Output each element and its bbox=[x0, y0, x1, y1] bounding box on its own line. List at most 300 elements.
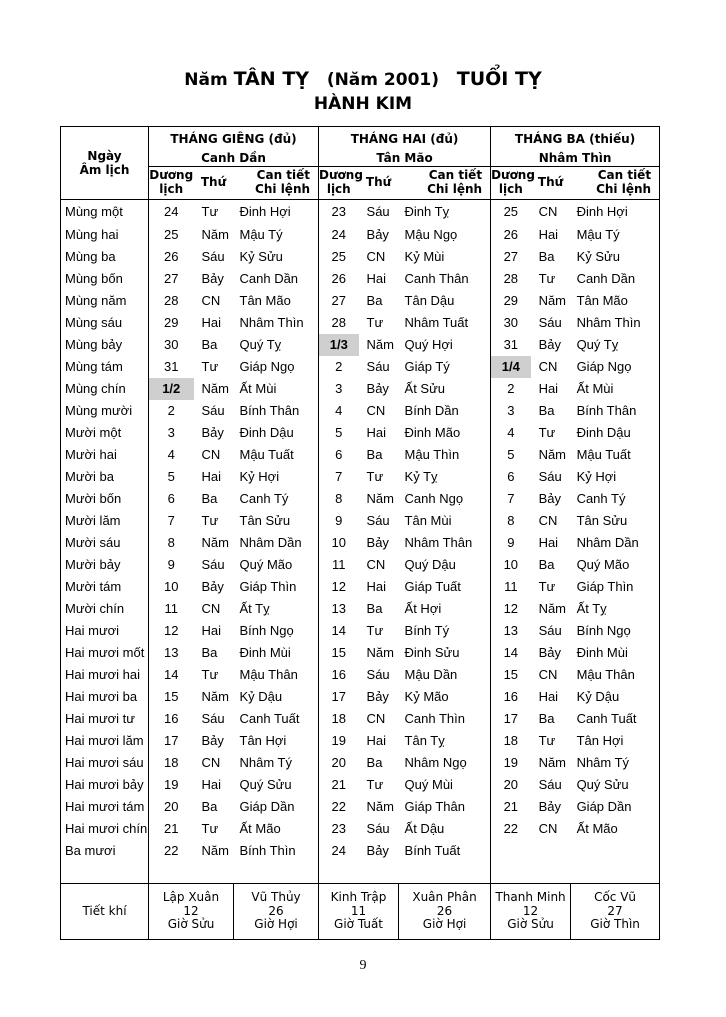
solar-date-cell: 16 bbox=[503, 689, 519, 704]
month-header-1 bbox=[149, 127, 319, 151]
table-row bbox=[61, 664, 660, 686]
can-chi-cell: Nhâm Ngọ bbox=[399, 752, 491, 774]
tiet-khi-hour: Giờ Hợi bbox=[422, 917, 467, 932]
can-chi-cell: Giáp Ngọ bbox=[571, 356, 660, 378]
can-chi-cell: Bính Thìn bbox=[234, 840, 319, 862]
lunar-day-label: Hai mươi lăm bbox=[61, 730, 149, 752]
can-chi-cell: Tân Mão bbox=[234, 290, 319, 312]
can-chi-cell: Kỷ Mùi bbox=[399, 246, 491, 268]
weekday-cell: Tư bbox=[201, 359, 219, 374]
table-row bbox=[61, 246, 660, 268]
table-row bbox=[61, 576, 660, 598]
lunar-day-label: Mười một bbox=[61, 422, 149, 444]
solar-date-cell: 31 bbox=[503, 337, 519, 352]
can-chi-cell: Canh Thân bbox=[399, 268, 491, 290]
lunar-day-label: Mười bốn bbox=[61, 488, 149, 510]
solar-date-cell: 10 bbox=[164, 579, 179, 594]
lunar-day-label: Hai mươi bbox=[61, 620, 149, 642]
lunar-day-label: Mùng mười bbox=[61, 400, 149, 422]
solar-date-cell: 26 bbox=[331, 271, 347, 286]
can-chi-cell: Canh Tý bbox=[571, 488, 660, 510]
weekday-cell: Bảy bbox=[366, 843, 389, 858]
weekday-cell: Tư bbox=[366, 777, 384, 792]
tiet-khi-cell bbox=[149, 884, 234, 940]
can-chi-cell: Ất Tỵ bbox=[234, 598, 319, 620]
month-size: (đủ) bbox=[268, 131, 297, 146]
solar-date-cell: 14 bbox=[331, 623, 347, 638]
weekday-cell: Ba bbox=[201, 337, 218, 352]
weekday-cell: Ba bbox=[201, 645, 218, 660]
table-row bbox=[61, 290, 660, 312]
tiet-khi-name: Kinh Trập bbox=[330, 889, 387, 904]
can-chi-cell: Mậu Dần bbox=[399, 664, 491, 686]
weekday-cell: Bảy bbox=[201, 425, 224, 440]
can-chi-cell: Giáp Thân bbox=[399, 796, 491, 818]
table-row bbox=[61, 422, 660, 444]
can-chi-cell: Quý Mùi bbox=[399, 774, 491, 796]
lunar-day-label: Mùng chín bbox=[61, 378, 149, 400]
solar-date-cell: 25 bbox=[503, 204, 519, 220]
can-chi-cell: Bính Ngọ bbox=[571, 620, 660, 642]
weekday-cell: Năm bbox=[201, 227, 229, 242]
solar-date-cell: 22 bbox=[331, 799, 347, 814]
solar-date-cell: 24 bbox=[331, 227, 347, 242]
can-chi-cell: Quý Sửu bbox=[234, 774, 319, 796]
weekday-cell: Sáu bbox=[538, 315, 562, 330]
solar-date-cell: 4 bbox=[335, 403, 343, 418]
can-chi-cell: Ất Sửu bbox=[399, 378, 491, 400]
weekday-cell: Năm bbox=[201, 689, 229, 704]
solar-date-cell: 21 bbox=[331, 777, 347, 792]
lunar-day-label: Hai mươi mốt bbox=[61, 642, 149, 664]
weekday-cell: Tư bbox=[366, 469, 384, 484]
weekday-cell: Hai bbox=[366, 425, 387, 440]
solar-date-cell: 3 bbox=[335, 381, 343, 396]
weekday-cell: Ba bbox=[538, 403, 555, 418]
weekday-cell: Bảy bbox=[538, 491, 561, 506]
can-chi-cell: Quý Dậu bbox=[399, 554, 491, 576]
can-chi-cell: Giáp Tuất bbox=[399, 576, 491, 598]
solar-date-cell: 2 bbox=[507, 381, 515, 396]
weekday-cell: CN bbox=[201, 601, 221, 616]
solar-date-cell: 1/4 bbox=[491, 356, 531, 378]
lunar-day-label: Mùng sáu bbox=[61, 312, 149, 334]
corner-header bbox=[61, 127, 149, 200]
can-chi-cell: Ất Tỵ bbox=[571, 598, 660, 620]
can-chi-cell: Quý Tỵ bbox=[234, 334, 319, 356]
weekday-cell: Năm bbox=[538, 293, 567, 308]
tiet-khi-hour: Giờ Sửu bbox=[167, 917, 215, 932]
solar-date-cell: 15 bbox=[164, 689, 179, 704]
month-canchi-3: Nhâm Thìn bbox=[491, 151, 660, 167]
solar-date-cell: 19 bbox=[503, 755, 519, 770]
can-chi-cell: Quý Hợi bbox=[399, 334, 491, 356]
weekday-cell: Tư bbox=[201, 667, 219, 682]
solar-date-cell: 22 bbox=[503, 821, 519, 836]
weekday-cell: Sáu bbox=[538, 777, 562, 792]
duong-lich-header: Dương lịch bbox=[319, 167, 359, 200]
can-chi-header: Can tiết Chi lệnh bbox=[571, 167, 660, 200]
can-chi-cell: Đinh Dậu bbox=[571, 422, 660, 444]
solar-date-cell: 30 bbox=[503, 315, 519, 330]
table-row bbox=[61, 620, 660, 642]
weekday-cell: Năm bbox=[538, 755, 567, 770]
tiet-khi-hour: Giờ Tuất bbox=[334, 917, 384, 932]
weekday-cell: Bảy bbox=[201, 579, 224, 594]
lunar-day-label: Mùng bảy bbox=[61, 334, 149, 356]
weekday-cell: CN bbox=[201, 755, 221, 770]
solar-date-cell: 17 bbox=[164, 733, 179, 748]
lunar-day-label: Mười sáu bbox=[61, 532, 149, 554]
weekday-cell: CN bbox=[366, 711, 386, 726]
month-header-3 bbox=[491, 127, 660, 151]
can-chi-cell: Tân Hợi bbox=[234, 730, 319, 752]
weekday-cell: Tư bbox=[201, 821, 219, 836]
solar-date-cell: 7 bbox=[335, 469, 343, 484]
can-chi-cell: Mậu Thìn bbox=[399, 444, 491, 466]
can-chi-cell: Bính Thân bbox=[571, 400, 660, 422]
weekday-cell: Ba bbox=[366, 447, 383, 462]
solar-date-cell: 18 bbox=[503, 733, 519, 748]
solar-date-cell: 27 bbox=[164, 271, 179, 286]
page-number: 9 bbox=[359, 958, 367, 973]
weekday-cell: CN bbox=[538, 359, 558, 374]
can-chi-cell: Đinh Sửu bbox=[399, 642, 491, 664]
lunar-calendar-table bbox=[60, 126, 660, 940]
solar-date-cell: 11 bbox=[332, 557, 346, 572]
solar-date-cell: 19 bbox=[164, 777, 179, 792]
weekday-cell: Sáu bbox=[366, 359, 390, 374]
tiet-khi-cell bbox=[319, 884, 399, 940]
can-chi-cell: Nhâm Tý bbox=[571, 752, 660, 774]
solar-date-cell: 12 bbox=[331, 579, 347, 594]
table-row bbox=[61, 488, 660, 510]
solar-date-cell: 28 bbox=[164, 293, 179, 308]
weekday-cell: CN bbox=[366, 557, 386, 572]
tiet-khi-cell bbox=[399, 884, 491, 940]
weekday-cell: Hai bbox=[366, 733, 387, 748]
can-chi-cell: Kỷ Sửu bbox=[234, 246, 319, 268]
weekday-cell: Ba bbox=[538, 557, 555, 572]
title-can-chi: TÂN TỴ bbox=[233, 68, 310, 90]
lunar-day-label: Hai mươi tư bbox=[61, 708, 149, 730]
weekday-cell: Bảy bbox=[366, 689, 389, 704]
weekday-cell: Bảy bbox=[366, 535, 389, 550]
weekday-cell: Bảy bbox=[366, 227, 389, 242]
can-chi-cell: Nhâm Thân bbox=[399, 532, 491, 554]
solar-date-cell: 2 bbox=[167, 403, 175, 418]
lunar-day-label: Hai mươi sáu bbox=[61, 752, 149, 774]
can-chi-cell: Đinh Mùi bbox=[234, 642, 319, 664]
solar-date-cell: 12 bbox=[164, 623, 179, 638]
can-chi-cell: Tân Mùi bbox=[399, 510, 491, 532]
weekday-cell: Năm bbox=[366, 337, 394, 352]
can-chi-cell: Giáp Thìn bbox=[234, 576, 319, 598]
lunar-day-label: Mùng tám bbox=[61, 356, 149, 378]
solar-date-cell: 27 bbox=[331, 293, 347, 308]
weekday-cell: Năm bbox=[201, 381, 229, 396]
tiet-khi-day: 27 bbox=[607, 903, 623, 918]
solar-date-cell: 16 bbox=[331, 667, 347, 682]
can-chi-cell: Mậu Tuất bbox=[234, 444, 319, 466]
solar-date-cell: 5 bbox=[167, 469, 175, 484]
solar-date-cell: 27 bbox=[503, 249, 519, 264]
lunar-day-label: Mười ba bbox=[61, 466, 149, 488]
solar-date-cell: 29 bbox=[503, 293, 519, 308]
solar-date-cell: 14 bbox=[503, 645, 519, 660]
weekday-cell bbox=[531, 840, 571, 862]
weekday-cell: Hai bbox=[538, 381, 559, 396]
solar-date-cell: 19 bbox=[331, 733, 347, 748]
solar-date-cell: 16 bbox=[164, 711, 179, 726]
table-row bbox=[61, 752, 660, 774]
table-row bbox=[61, 730, 660, 752]
can-chi-cell: Giáp Dần bbox=[571, 796, 660, 818]
title-year: (Năm 2001) bbox=[326, 70, 439, 90]
tiet-khi-name: Vũ Thủy bbox=[251, 889, 301, 904]
solar-date-cell: 8 bbox=[167, 535, 175, 550]
tiet-khi-day: 11 bbox=[350, 903, 367, 918]
can-chi-cell: Đinh Tỵ bbox=[399, 200, 491, 224]
solar-date-cell: 11 bbox=[504, 579, 518, 594]
table-row bbox=[61, 554, 660, 576]
weekday-cell: CN bbox=[538, 667, 558, 682]
tiet-khi-day: 12 bbox=[183, 903, 199, 918]
table-row bbox=[61, 224, 660, 246]
duong-lich-header: Dương lịch bbox=[149, 167, 194, 200]
can-chi-cell: Mậu Ngọ bbox=[399, 224, 491, 246]
can-chi-cell: Canh Tuất bbox=[571, 708, 660, 730]
solar-date-cell: 4 bbox=[167, 447, 175, 462]
solar-date-cell: 18 bbox=[331, 711, 347, 726]
solar-date-cell: 10 bbox=[331, 535, 347, 550]
can-chi-cell: Tân Tỵ bbox=[399, 730, 491, 752]
solar-date-cell: 4 bbox=[507, 425, 515, 440]
solar-date-cell: 18 bbox=[164, 755, 179, 770]
can-chi-cell: Giáp Tý bbox=[399, 356, 491, 378]
lunar-day-label: Mùng bốn bbox=[61, 268, 149, 290]
solar-date-cell: 11 bbox=[164, 601, 178, 616]
weekday-cell: CN bbox=[201, 447, 221, 462]
solar-date-cell bbox=[491, 840, 531, 862]
weekday-cell: Sáu bbox=[201, 403, 225, 418]
solar-date-cell: 26 bbox=[503, 227, 519, 242]
weekday-cell: Sáu bbox=[538, 623, 562, 638]
can-chi-cell: Nhâm Tuất bbox=[399, 312, 491, 334]
can-chi-cell: Kỷ Dậu bbox=[571, 686, 660, 708]
table-row bbox=[61, 686, 660, 708]
weekday-cell: Tư bbox=[538, 425, 556, 440]
lunar-day-label: Mùng ba bbox=[61, 246, 149, 268]
solar-date-cell: 26 bbox=[164, 249, 179, 264]
lunar-day-label: Mười chín bbox=[61, 598, 149, 620]
can-chi-cell: Đinh Dậu bbox=[234, 422, 319, 444]
can-chi-cell: Quý Sửu bbox=[571, 774, 660, 796]
solar-date-cell: 13 bbox=[331, 601, 347, 616]
table-row bbox=[61, 466, 660, 488]
tiet-khi-day: 26 bbox=[268, 903, 284, 918]
weekday-cell: Tư bbox=[538, 733, 556, 748]
solar-date-cell: 8 bbox=[507, 513, 515, 528]
weekday-cell: CN bbox=[538, 821, 558, 836]
weekday-cell: Tư bbox=[201, 204, 219, 220]
weekday-cell: Bảy bbox=[538, 645, 561, 660]
can-chi-cell: Quý Tỵ bbox=[571, 334, 660, 356]
table-row bbox=[61, 840, 660, 862]
weekday-cell: Sáu bbox=[366, 821, 390, 836]
can-chi-cell: Canh Ngọ bbox=[399, 488, 491, 510]
can-chi-cell: Ất Mão bbox=[234, 818, 319, 840]
lunar-day-label: Mười lăm bbox=[61, 510, 149, 532]
weekday-cell: Năm bbox=[201, 843, 229, 858]
solar-date-cell: 3 bbox=[507, 403, 515, 418]
solar-date-cell: 15 bbox=[331, 645, 347, 660]
can-chi-cell: Đinh Mão bbox=[399, 422, 491, 444]
weekday-cell: Năm bbox=[538, 447, 567, 462]
can-chi-cell: Mậu Tý bbox=[234, 224, 319, 246]
weekday-cell: CN bbox=[366, 403, 386, 418]
duong-lich-header: Dương lịch bbox=[491, 167, 531, 200]
weekday-cell: Sáu bbox=[366, 667, 390, 682]
solar-date-cell: 20 bbox=[331, 755, 347, 770]
lunar-day-label: Mười bảy bbox=[61, 554, 149, 576]
weekday-cell: Hai bbox=[538, 227, 559, 242]
weekday-cell: Bảy bbox=[538, 799, 561, 814]
weekday-cell: Hai bbox=[201, 469, 222, 484]
can-chi-cell: Giáp Thìn bbox=[571, 576, 660, 598]
tiet-khi-day: 26 bbox=[436, 903, 453, 918]
solar-date-cell: 7 bbox=[167, 513, 175, 528]
weekday-cell: Sáu bbox=[201, 557, 225, 572]
solar-date-cell: 7 bbox=[507, 491, 515, 506]
weekday-cell: Ba bbox=[538, 711, 555, 726]
solar-date-cell: 9 bbox=[507, 535, 515, 550]
can-chi-cell: Tân Mão bbox=[571, 290, 660, 312]
lunar-day-label: Mười tám bbox=[61, 576, 149, 598]
month-size: (đủ) bbox=[430, 131, 459, 146]
can-chi-cell bbox=[571, 840, 660, 862]
table-row bbox=[61, 774, 660, 796]
solar-date-cell: 6 bbox=[335, 447, 343, 462]
tiet-khi-cell bbox=[234, 884, 319, 940]
can-chi-cell: Canh Dần bbox=[234, 268, 319, 290]
thu-header: Thứ bbox=[531, 167, 571, 200]
solar-date-cell: 21 bbox=[164, 821, 179, 836]
can-chi-cell: Ất Mão bbox=[571, 818, 660, 840]
can-chi-cell: Nhâm Thìn bbox=[234, 312, 319, 334]
can-chi-cell: Bính Tuất bbox=[399, 840, 491, 862]
lunar-day-label: Ba mươi bbox=[61, 840, 149, 862]
can-chi-cell: Kỷ Mão bbox=[399, 686, 491, 708]
can-chi-cell: Tân Sửu bbox=[234, 510, 319, 532]
table-row bbox=[61, 818, 660, 840]
can-chi-cell: Đinh Mùi bbox=[571, 642, 660, 664]
weekday-cell: Hai bbox=[538, 535, 559, 550]
weekday-cell: Sáu bbox=[201, 249, 225, 264]
month-name: THÁNG GIÊNG bbox=[170, 131, 265, 146]
solar-date-cell: 1/3 bbox=[319, 334, 359, 356]
solar-date-cell: 31 bbox=[164, 359, 179, 374]
solar-date-cell: 9 bbox=[167, 557, 175, 572]
can-chi-cell: Canh Dần bbox=[571, 268, 660, 290]
can-chi-cell: Tân Hợi bbox=[571, 730, 660, 752]
solar-date-cell: 6 bbox=[167, 491, 175, 506]
tiet-khi-name: Lập Xuân bbox=[162, 889, 220, 904]
solar-date-cell: 23 bbox=[331, 821, 347, 836]
weekday-cell: Ba bbox=[366, 601, 383, 616]
solar-date-cell: 17 bbox=[331, 689, 347, 704]
thu-header: Thứ bbox=[359, 167, 399, 200]
weekday-cell: Bảy bbox=[201, 733, 224, 748]
weekday-cell: Ba bbox=[366, 293, 383, 308]
solar-date-cell: 14 bbox=[164, 667, 179, 682]
weekday-cell: Hai bbox=[201, 315, 222, 330]
can-chi-cell: Bính Ngọ bbox=[234, 620, 319, 642]
table-row bbox=[61, 356, 660, 378]
weekday-cell: CN bbox=[366, 249, 386, 264]
table-row bbox=[61, 268, 660, 290]
solar-date-cell: 13 bbox=[164, 645, 179, 660]
weekday-cell: Hai bbox=[201, 777, 222, 792]
solar-date-cell: 17 bbox=[503, 711, 519, 726]
corner-line1: Ngày bbox=[87, 148, 122, 163]
solar-date-cell: 15 bbox=[503, 667, 519, 682]
can-chi-cell: Quý Mão bbox=[571, 554, 660, 576]
weekday-cell: CN bbox=[538, 204, 558, 220]
solar-date-cell: 23 bbox=[331, 204, 347, 220]
can-chi-cell: Kỷ Hợi bbox=[571, 466, 660, 488]
solar-date-cell: 22 bbox=[164, 843, 179, 858]
can-chi-cell: Canh Tý bbox=[234, 488, 319, 510]
lunar-day-label: Hai mươi chín bbox=[61, 818, 149, 840]
lunar-day-label: Mùng một bbox=[61, 200, 149, 224]
can-chi-cell: Mậu Tý bbox=[571, 224, 660, 246]
can-chi-cell: Nhâm Dần bbox=[234, 532, 319, 554]
can-chi-cell: Ất Dậu bbox=[399, 818, 491, 840]
can-chi-cell: Kỷ Hợi bbox=[234, 466, 319, 488]
thu-header: Thứ bbox=[194, 167, 234, 200]
weekday-cell: Hai bbox=[201, 623, 222, 638]
table-row bbox=[61, 312, 660, 334]
weekday-cell: Hai bbox=[538, 689, 559, 704]
solar-date-cell: 21 bbox=[503, 799, 519, 814]
can-chi-cell: Tân Sửu bbox=[571, 510, 660, 532]
lunar-day-label: Hai mươi ba bbox=[61, 686, 149, 708]
weekday-cell: Tư bbox=[201, 513, 219, 528]
weekday-cell: Tư bbox=[366, 315, 384, 330]
can-chi-cell: Canh Tuất bbox=[234, 708, 319, 730]
weekday-cell: CN bbox=[538, 513, 558, 528]
solar-date-cell: 13 bbox=[503, 623, 519, 638]
solar-date-cell: 6 bbox=[507, 469, 515, 484]
weekday-cell: Năm bbox=[366, 799, 394, 814]
can-chi-cell: Kỷ Dậu bbox=[234, 686, 319, 708]
weekday-cell: Ba bbox=[538, 249, 555, 264]
can-chi-cell: Đinh Hợi bbox=[234, 200, 319, 224]
month-name: THÁNG HAI bbox=[350, 131, 427, 146]
can-chi-cell: Nhâm Tý bbox=[234, 752, 319, 774]
can-chi-cell: Nhâm Thìn bbox=[571, 312, 660, 334]
weekday-cell: Sáu bbox=[366, 204, 390, 220]
solar-date-cell: 25 bbox=[164, 227, 179, 242]
solar-date-cell: 9 bbox=[335, 513, 343, 528]
solar-date-cell: 8 bbox=[335, 491, 343, 506]
can-chi-cell: Mậu Thân bbox=[571, 664, 660, 686]
can-chi-cell: Giáp Ngọ bbox=[234, 356, 319, 378]
weekday-cell: Ba bbox=[366, 755, 383, 770]
tiet-khi-hour: Giờ Thìn bbox=[590, 917, 640, 932]
tiet-khi-name: Xuân Phân bbox=[412, 889, 477, 904]
